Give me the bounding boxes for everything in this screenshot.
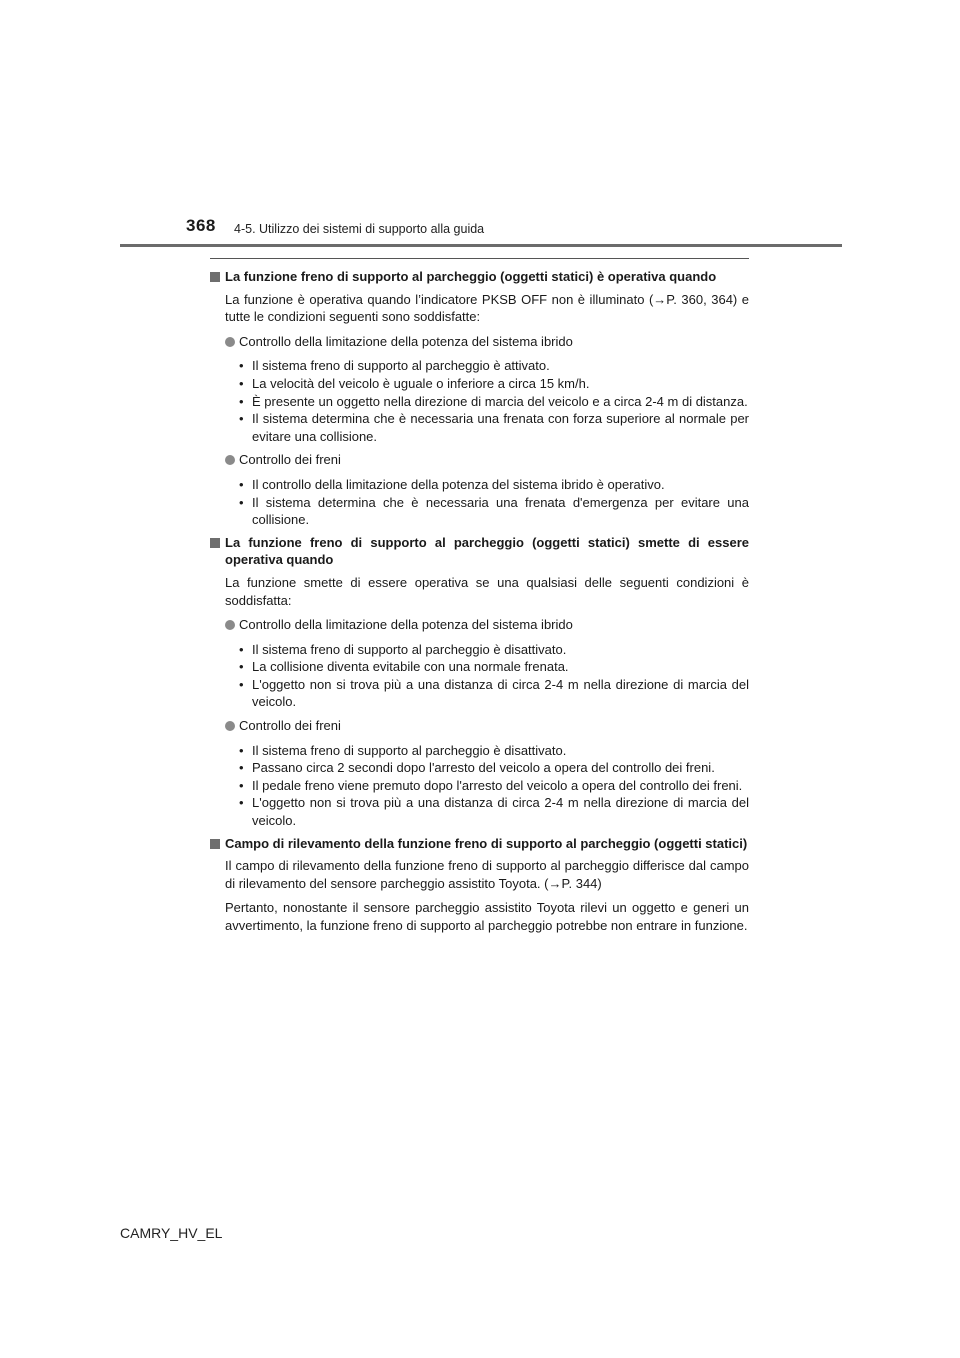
section-intro: La funzione è operativa quando l’indicatore PKSB OFF non è illuminato (→P. 360, 364) e tutte le condizioni seguenti sono soddisfatte:: [225, 291, 749, 325]
body-paragraph: Pertanto, nonostante il sensore parcheggio assistito Toyota rilevi un oggetto e generi un avvertimento, la funzione freno di supporto al parcheggio potrebbe non entrare in funzione.: [225, 900, 749, 933]
list-item: • Il controllo della limitazione della potenza del sistema ibrido è operativo.: [239, 476, 665, 492]
condition-list: [210, 742, 749, 830]
list-item: • La velocità del veicolo è uguale o inferiore a circa 15 km/h.: [239, 375, 590, 391]
running-head: 4-5. Utilizzo dei sistemi di supporto alla guida: [234, 222, 485, 236]
group-title: Controllo dei freni: [210, 717, 749, 735]
content-top-rule: [210, 258, 749, 259]
condition-list: [210, 476, 749, 529]
group-title: Controllo della limitazione della potenza del sistema ibrido: [210, 616, 749, 634]
list-item: • L'oggetto non si trova più a una distanza di circa 2-4 m nella direzione di marcia del veicolo.: [239, 795, 749, 829]
page-content: [210, 268, 749, 942]
square-bullet-icon: [210, 272, 220, 282]
circle-bullet-icon: [225, 721, 235, 731]
list-item: • È presente un oggetto nella direzione di marcia del veicolo e a circa 2-4 m di distanza.: [239, 393, 748, 409]
group-title: Controllo della limitazione della potenza del sistema ibrido: [210, 333, 749, 351]
list-item: • Il sistema freno di supporto al parcheggio è disattivato.: [239, 641, 567, 657]
condition-list: [210, 357, 749, 445]
circle-bullet-icon: [225, 455, 235, 465]
list-item: • La collisione diventa evitabile con una normale frenata.: [239, 659, 569, 675]
list-item: • Il sistema freno di supporto al parcheggio è attivato.: [239, 358, 550, 374]
model-code: CAMRY_HV_EL: [120, 1225, 223, 1241]
list-item: • Il sistema freno di supporto al parcheggio è disattivato.: [239, 742, 567, 758]
square-bullet-icon: [210, 538, 220, 548]
group-title: Controllo dei freni: [210, 451, 749, 469]
list-item: • Passano circa 2 secondi dopo l'arresto del veicolo a opera del controllo dei freni.: [239, 760, 715, 776]
list-item: • Il sistema determina che è necessaria una frenata con forza superiore al normale per evitare una collisione.: [239, 411, 749, 444]
condition-list: [210, 641, 749, 711]
section-heading-stops: La funzione freno di supporto al parcheggio (oggetti statici) smette di essere operativa quando: [210, 534, 749, 569]
list-item: • L'oggetto non si trova più a una distanza di circa 2-4 m nella direzione di marcia del veicolo.: [239, 676, 749, 710]
section-heading-detection-range: Campo di rilevamento della funzione freno di supporto al parcheggio (oggetti statici): [210, 835, 749, 853]
page-number: 368: [186, 216, 216, 235]
body-paragraph: Il campo di rilevamento della funzione freno di supporto al parcheggio differisce dal campo di rilevamento del sensore parcheggio assistito Toyota. (→P. 344): [225, 858, 749, 891]
circle-bullet-icon: [225, 620, 235, 630]
section-intro: La funzione smette di essere operativa se una qualsiasi delle seguenti condizioni è soddisfatta:: [225, 574, 749, 608]
square-bullet-icon: [210, 839, 220, 849]
section-heading-operative: La funzione freno di supporto al parcheggio (oggetti statici) è operativa quando: [210, 268, 749, 286]
list-item: • Il sistema determina che è necessaria una frenata d'emergenza per evitare una collisione.: [239, 494, 749, 528]
circle-bullet-icon: [225, 337, 235, 347]
header-rule: [120, 244, 842, 247]
list-item: • Il pedale freno viene premuto dopo l'arresto del veicolo a opera del controllo dei freni.: [239, 777, 743, 793]
